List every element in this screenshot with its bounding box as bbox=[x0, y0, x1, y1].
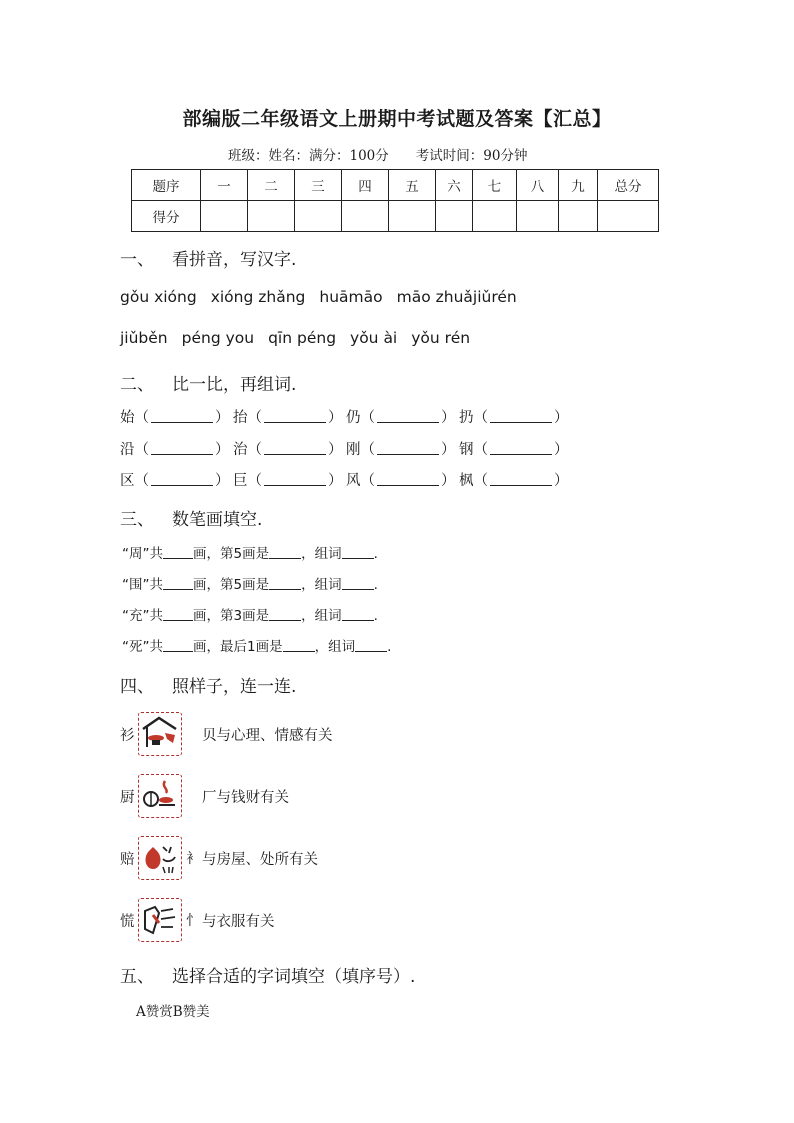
stroke-prompt: “周”共 bbox=[122, 546, 163, 562]
compare-item bbox=[233, 406, 346, 427]
compare-char: 巨 bbox=[233, 473, 248, 489]
compare-char: 枫 bbox=[459, 473, 474, 489]
section-title: 看拼音，写汉字. bbox=[172, 250, 297, 270]
paren-open: （ bbox=[360, 410, 375, 426]
paren-open: （ bbox=[360, 473, 375, 489]
score-table-score-row bbox=[132, 201, 659, 232]
compare-item bbox=[459, 406, 572, 427]
answer-blank[interactable] bbox=[377, 410, 439, 423]
section-title: 照样子，连一连. bbox=[172, 677, 297, 697]
score-cell[interactable] bbox=[517, 201, 559, 232]
table-cell: 总分 bbox=[598, 170, 659, 201]
paren-close: ） bbox=[215, 473, 230, 489]
paren-close: ） bbox=[554, 473, 569, 489]
pinyin-item: huāmāo bbox=[319, 288, 383, 306]
compare-char: 风 bbox=[346, 473, 361, 489]
answer-blank[interactable] bbox=[377, 473, 439, 486]
match-description: 与衣服有关 bbox=[202, 913, 275, 930]
section-title: 比一比，再组词. bbox=[172, 375, 297, 395]
pinyin-item: péng you bbox=[181, 329, 255, 347]
score-table bbox=[131, 169, 659, 232]
table-cell: 二 bbox=[248, 170, 295, 201]
match-row[interactable] bbox=[120, 897, 275, 943]
paren-close: ） bbox=[215, 410, 230, 426]
answer-blank[interactable] bbox=[269, 546, 301, 559]
answer-blank[interactable] bbox=[283, 639, 315, 652]
stroke-prompt: ，组词 bbox=[314, 639, 356, 655]
house-icon bbox=[138, 712, 182, 756]
score-cell[interactable] bbox=[295, 201, 342, 232]
compare-item bbox=[120, 438, 233, 459]
answer-blank[interactable] bbox=[163, 608, 193, 621]
section-number: 二、 bbox=[120, 375, 154, 395]
score-cell[interactable] bbox=[248, 201, 295, 232]
stroke-prompt: 画，第5画是 bbox=[193, 546, 270, 562]
compare-char: 扔 bbox=[459, 410, 474, 426]
paren-open: （ bbox=[134, 473, 149, 489]
table-cell: 六 bbox=[436, 170, 473, 201]
table-cell: 九 bbox=[559, 170, 598, 201]
compare-char: 沿 bbox=[120, 442, 135, 458]
pinyin-item: yǒu ài bbox=[350, 329, 398, 347]
stroke-prompt: . bbox=[373, 577, 378, 593]
answer-blank[interactable] bbox=[151, 410, 213, 423]
stroke-row-1 bbox=[122, 542, 378, 562]
match-row[interactable] bbox=[120, 711, 333, 757]
pinyin-item: māo zhuǎjiǔrén bbox=[396, 288, 517, 306]
match-char: 厨 bbox=[120, 789, 135, 806]
section-number: 三、 bbox=[120, 510, 154, 530]
answer-blank[interactable] bbox=[377, 442, 439, 455]
stroke-prompt: . bbox=[387, 639, 392, 655]
paren-open: （ bbox=[134, 442, 149, 458]
table-cell: 七 bbox=[473, 170, 517, 201]
compare-item bbox=[459, 438, 572, 459]
compare-row-3 bbox=[120, 469, 572, 490]
section-number: 一、 bbox=[120, 250, 154, 270]
stroke-row-4 bbox=[122, 635, 391, 655]
answer-blank[interactable] bbox=[264, 473, 326, 486]
stroke-prompt: “死”共 bbox=[122, 639, 163, 655]
paren-open: （ bbox=[473, 442, 488, 458]
paren-close: ） bbox=[328, 442, 343, 458]
section-number: 五、 bbox=[120, 967, 154, 987]
score-cell[interactable] bbox=[473, 201, 517, 232]
stroke-prompt: ，组词 bbox=[301, 608, 342, 624]
kitchen-icon bbox=[138, 774, 182, 818]
table-cell: 五 bbox=[389, 170, 436, 201]
match-description: 与房屋、处所有关 bbox=[202, 851, 318, 868]
stroke-prompt: ，组词 bbox=[301, 546, 342, 562]
stroke-prompt: “围”共 bbox=[122, 577, 163, 593]
match-radical: 衤 bbox=[186, 851, 200, 867]
stroke-row-3 bbox=[122, 604, 378, 624]
answer-blank[interactable] bbox=[151, 473, 213, 486]
answer-blank[interactable] bbox=[264, 442, 326, 455]
paren-open: （ bbox=[473, 473, 488, 489]
score-table-header-row bbox=[132, 170, 659, 201]
compare-char: 区 bbox=[120, 473, 135, 489]
answer-blank[interactable] bbox=[163, 546, 193, 559]
pinyin-item: qīn péng bbox=[268, 329, 337, 347]
answer-blank[interactable] bbox=[490, 410, 552, 423]
score-cell[interactable] bbox=[342, 201, 389, 232]
paren-close: ） bbox=[554, 410, 569, 426]
section-4-heading bbox=[120, 672, 296, 697]
match-char: 赔 bbox=[120, 851, 135, 868]
pinyin-row-1 bbox=[120, 288, 531, 306]
compare-item bbox=[233, 469, 346, 490]
section-title: 选择合适的字词填空（填序号）. bbox=[172, 967, 416, 987]
compare-row-2 bbox=[120, 438, 572, 459]
paren-close: ） bbox=[328, 410, 343, 426]
pinyin-item: jiǔběn bbox=[120, 329, 168, 347]
compare-char: 仍 bbox=[346, 410, 361, 426]
paren-open: （ bbox=[473, 410, 488, 426]
stroke-prompt: 画，第5画是 bbox=[193, 577, 270, 593]
compare-item bbox=[459, 469, 572, 490]
option-list: A赞赏B赞美 bbox=[136, 1004, 210, 1020]
pinyin-item: xióng zhǎng bbox=[210, 288, 306, 306]
score-cell[interactable] bbox=[389, 201, 436, 232]
paren-close: ） bbox=[554, 442, 569, 458]
paren-open: （ bbox=[247, 473, 262, 489]
compare-item bbox=[233, 438, 346, 459]
match-char: 慌 bbox=[120, 913, 135, 930]
answer-blank[interactable] bbox=[490, 473, 552, 486]
table-cell: 题序 bbox=[132, 170, 201, 201]
section-5-heading bbox=[120, 962, 415, 987]
answer-blank[interactable] bbox=[342, 577, 374, 590]
score-cell[interactable] bbox=[559, 201, 598, 232]
compare-item bbox=[120, 469, 233, 490]
answer-blank[interactable] bbox=[342, 608, 374, 621]
table-cell: 四 bbox=[342, 170, 389, 201]
table-cell: 三 bbox=[295, 170, 342, 201]
answer-blank[interactable] bbox=[269, 608, 301, 621]
answer-blank[interactable] bbox=[269, 577, 301, 590]
paren-open: （ bbox=[360, 442, 375, 458]
compare-item bbox=[120, 406, 233, 427]
exam-info: 班级：姓名：满分：100分 考试时间：90分钟 bbox=[228, 148, 528, 164]
score-cell[interactable] bbox=[436, 201, 473, 232]
compare-row-1 bbox=[120, 406, 572, 427]
stroke-prompt: . bbox=[373, 546, 378, 562]
compare-char: 始 bbox=[120, 410, 135, 426]
stroke-prompt: 画，最后1画是 bbox=[193, 639, 283, 655]
stroke-prompt: ，组词 bbox=[301, 577, 342, 593]
answer-blank[interactable] bbox=[355, 639, 387, 652]
stroke-row-2 bbox=[122, 573, 378, 593]
answer-blank[interactable] bbox=[163, 639, 193, 652]
paren-close: ） bbox=[441, 410, 456, 426]
match-description: 贝与心理、情感有关 bbox=[202, 727, 333, 744]
answer-blank[interactable] bbox=[264, 410, 326, 423]
section-2-heading bbox=[120, 370, 296, 395]
score-cell[interactable] bbox=[598, 201, 659, 232]
pinyin-item: yǒu rén bbox=[411, 329, 471, 347]
table-cell: 一 bbox=[201, 170, 248, 201]
compare-char: 治 bbox=[233, 442, 248, 458]
paren-close: ） bbox=[441, 442, 456, 458]
table-cell: 得分 bbox=[132, 201, 201, 232]
answer-blank[interactable] bbox=[490, 442, 552, 455]
paren-open: （ bbox=[247, 442, 262, 458]
compare-char: 抬 bbox=[233, 410, 248, 426]
stroke-prompt: “充”共 bbox=[122, 608, 163, 624]
paren-open: （ bbox=[134, 410, 149, 426]
clothes-icon bbox=[138, 898, 182, 942]
stroke-prompt: 画，第3画是 bbox=[193, 608, 270, 624]
match-row[interactable] bbox=[120, 835, 318, 881]
section-number: 四、 bbox=[120, 677, 154, 697]
compare-item bbox=[346, 469, 459, 490]
paren-close: ） bbox=[441, 473, 456, 489]
paren-close: ） bbox=[328, 473, 343, 489]
table-cell: 八 bbox=[517, 170, 559, 201]
section-1-heading bbox=[120, 245, 296, 270]
answer-blank[interactable] bbox=[342, 546, 374, 559]
pinyin-row-2 bbox=[120, 329, 484, 347]
money-bag-icon bbox=[138, 836, 182, 880]
paren-open: （ bbox=[247, 410, 262, 426]
pinyin-item: gǒu xióng bbox=[120, 288, 197, 306]
stroke-prompt: . bbox=[373, 608, 378, 624]
compare-char: 刚 bbox=[346, 442, 361, 458]
paren-close: ） bbox=[215, 442, 230, 458]
section-3-heading bbox=[120, 505, 262, 530]
match-description: 厂与钱财有关 bbox=[202, 789, 289, 806]
match-row[interactable] bbox=[120, 773, 289, 819]
page-title: 部编版二年级语文上册期中考试题及答案【汇总】 bbox=[182, 108, 612, 130]
compare-item bbox=[346, 438, 459, 459]
answer-blank[interactable] bbox=[163, 577, 193, 590]
answer-blank[interactable] bbox=[151, 442, 213, 455]
compare-char: 钢 bbox=[459, 442, 474, 458]
match-radical: 忄 bbox=[186, 913, 200, 929]
compare-item bbox=[346, 406, 459, 427]
section-title: 数笔画填空. bbox=[172, 510, 263, 530]
score-cell[interactable] bbox=[201, 201, 248, 232]
match-char: 衫 bbox=[120, 727, 135, 744]
